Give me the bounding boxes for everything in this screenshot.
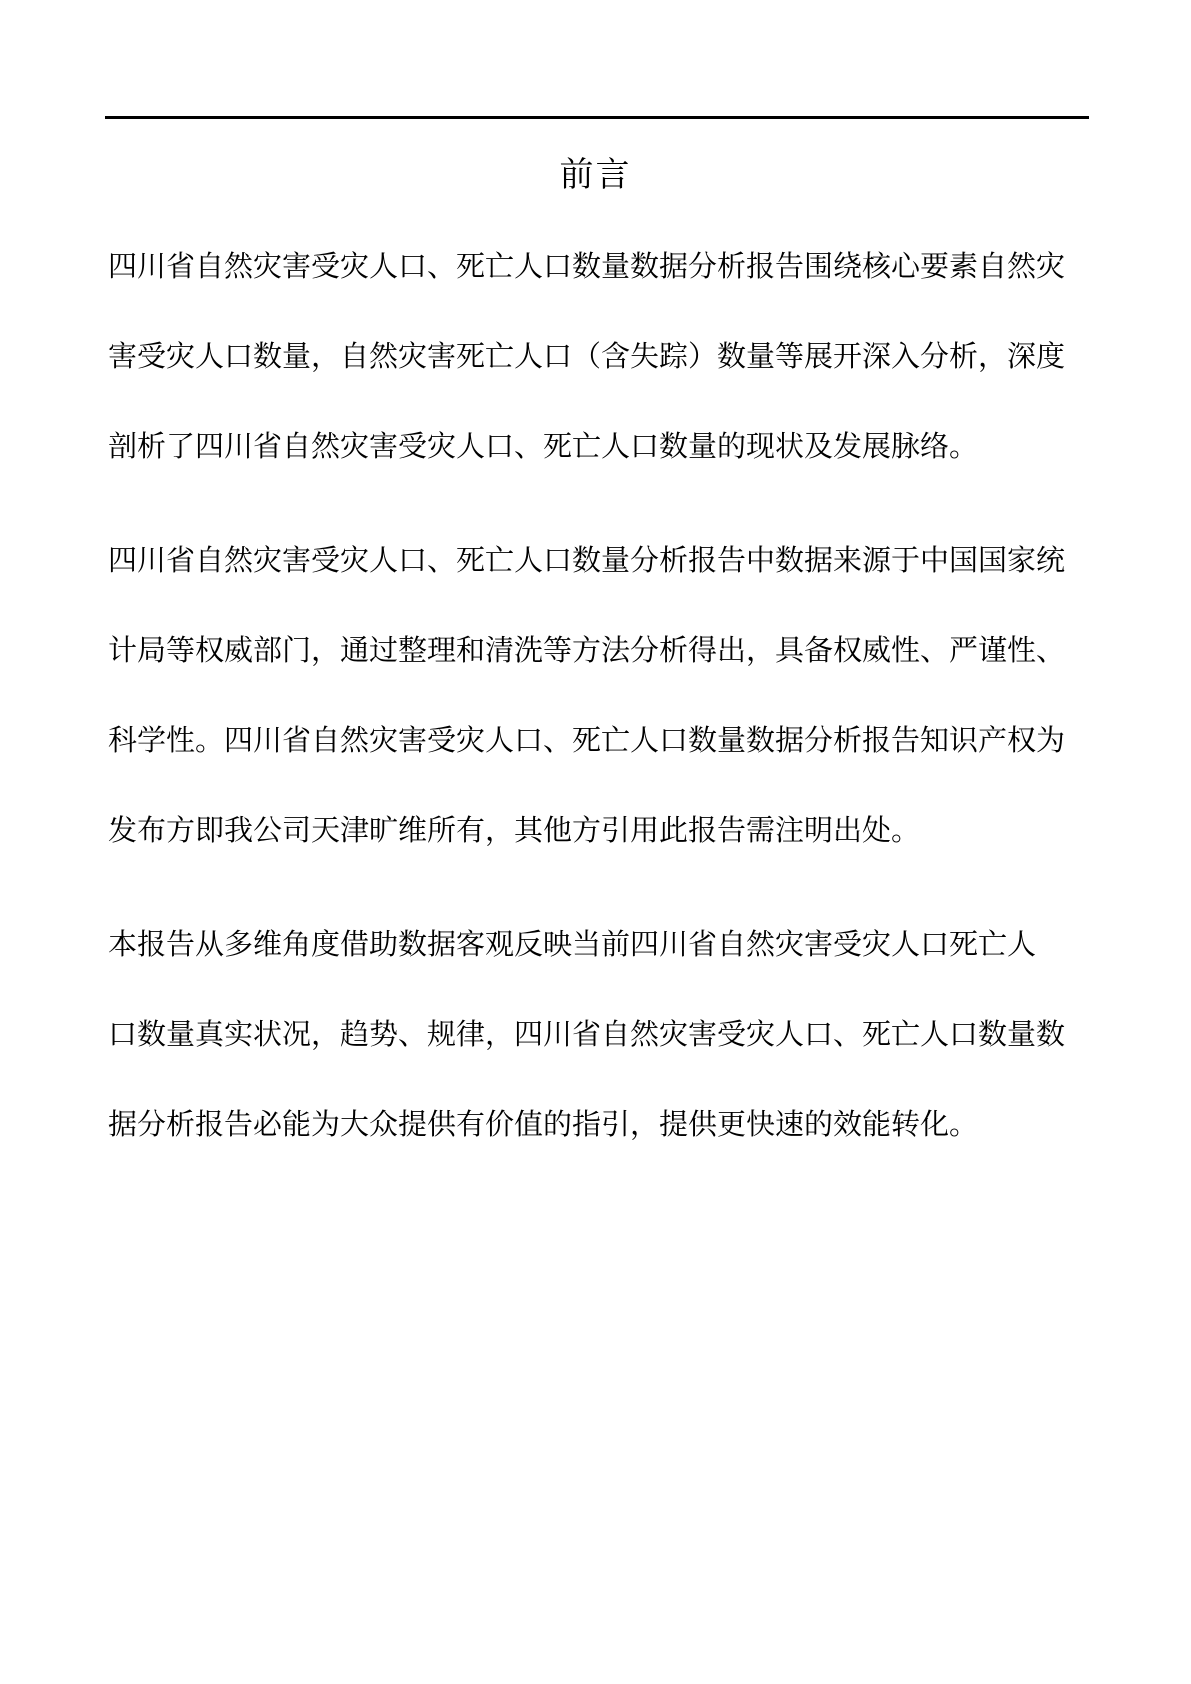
text-line: 本报告从多维角度借助数据客观反映当前四川省自然灾害受灾人口死亡人 — [108, 927, 1037, 961]
text-line: 发布方即我公司天津旷维所有，其他方引用此报告需注明出处。 — [108, 813, 921, 847]
text-line: 四川省自然灾害受灾人口、死亡人口数量数据分析报告围绕核心要素自然灾 — [108, 249, 1066, 283]
header-divider — [105, 116, 1089, 119]
text-line: 计局等权威部门，通过整理和清洗等方法分析得出，具备权威性、严谨性、 — [108, 633, 1066, 667]
text-line: 科学性。四川省自然灾害受灾人口、死亡人口数量数据分析报告知识产权为 — [108, 723, 1066, 757]
text-line: 据分析报告必能为大众提供有价值的指引，提供更快速的效能转化。 — [108, 1107, 979, 1141]
text-line: 口数量真实状况，趋势、规律，四川省自然灾害受灾人口、死亡人口数量数 — [108, 1017, 1066, 1051]
text-line: 剖析了四川省自然灾害受灾人口、死亡人口数量的现状及发展脉络。 — [108, 429, 979, 463]
text-line: 害受灾人口数量，自然灾害死亡人口（含失踪）数量等展开深入分析，深度 — [108, 339, 1066, 373]
text-line: 四川省自然灾害受灾人口、死亡人口数量分析报告中数据来源于中国国家统 — [108, 543, 1066, 577]
page-title: 前言 — [559, 155, 632, 195]
